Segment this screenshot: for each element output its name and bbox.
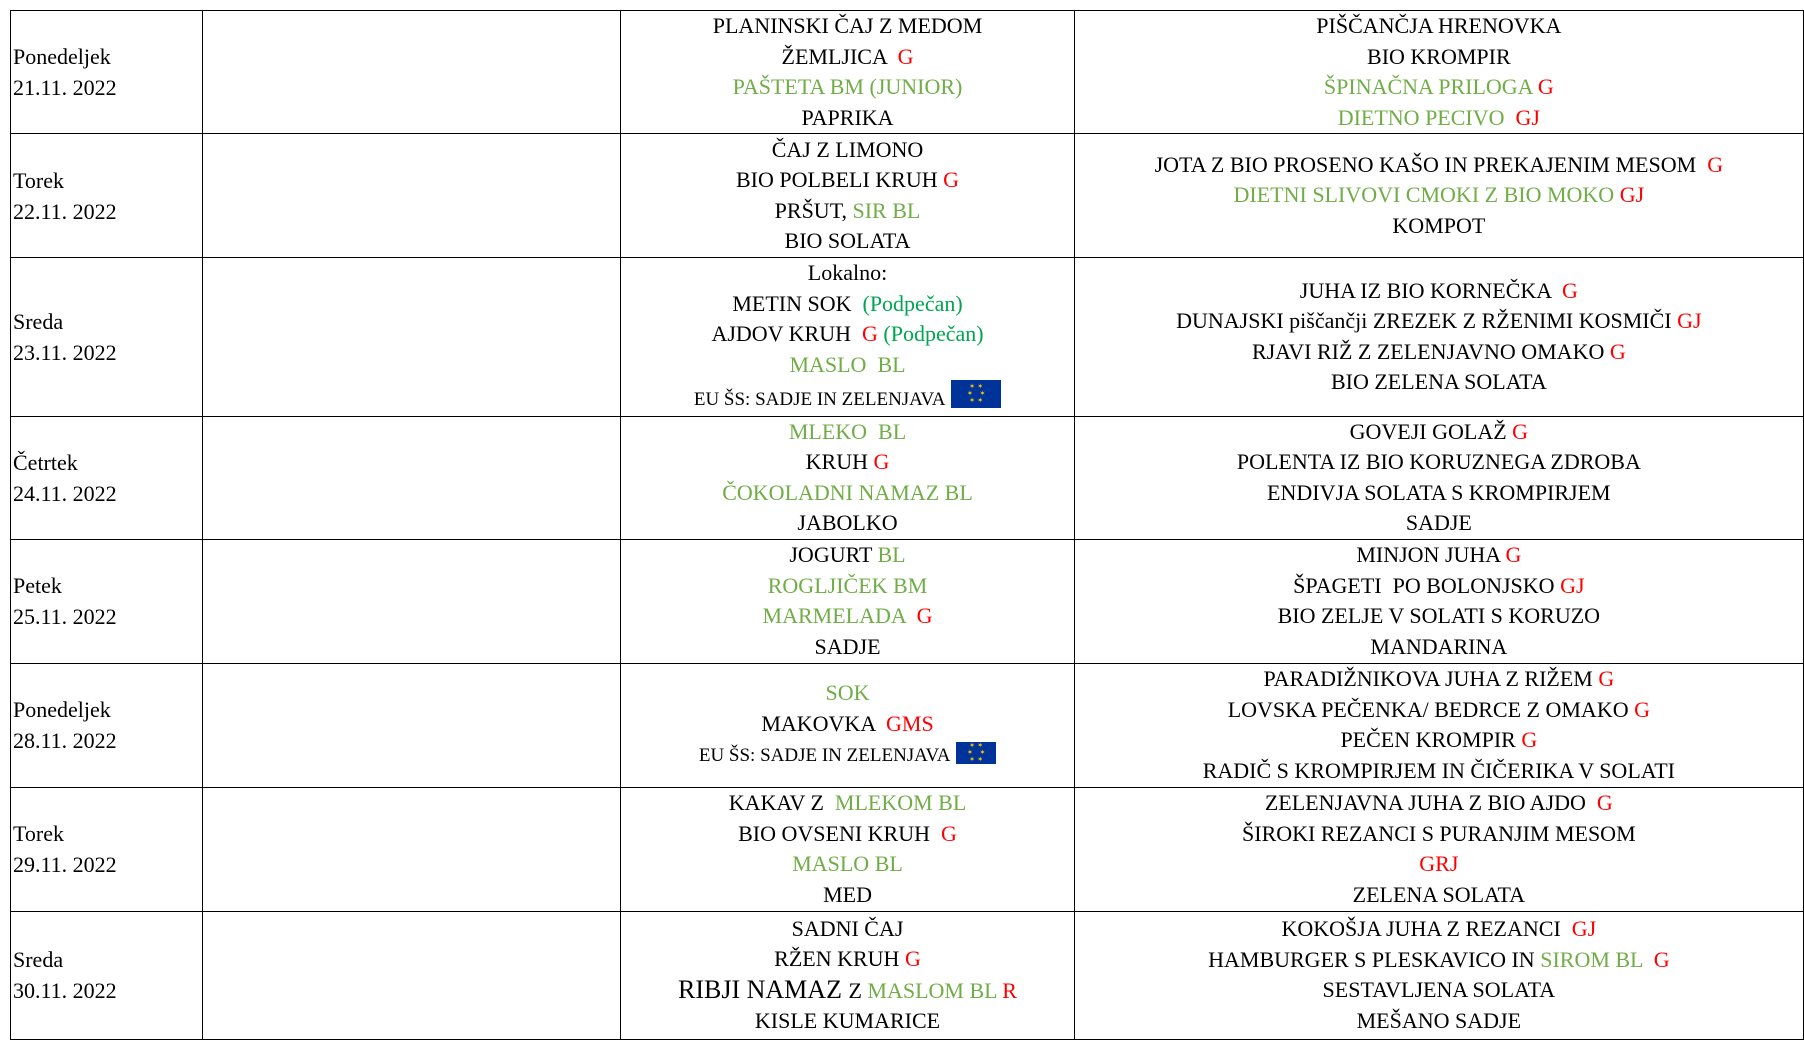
menu-text: MASLOM BL <box>867 977 1003 1003</box>
menu-line <box>621 417 1073 448</box>
menu-line <box>1075 180 1803 211</box>
menu-text: ZELENA SOLATA <box>1352 881 1526 907</box>
menu-text: BL <box>877 542 906 567</box>
day-date: 30.11. 2022 <box>13 978 117 1003</box>
menu-text: SADNI ČAJ <box>791 915 904 941</box>
menu-row <box>11 416 1804 539</box>
menu-line <box>1075 880 1803 911</box>
menu-line <box>621 258 1073 289</box>
menu-text: DUNAJSKI piščančji ZREZEK Z RŽENIMI KOSMIČI <box>1176 308 1678 334</box>
menu-text: MASLO BL <box>792 851 903 876</box>
menu-line <box>1075 72 1803 103</box>
menu-text: G <box>1653 946 1670 972</box>
menu-text: SESTAVLJENA SOLATA <box>1322 977 1556 1002</box>
menu-line <box>621 226 1073 257</box>
menu-text: HAMBURGER S PLESKAVICO IN <box>1208 946 1541 972</box>
menu-line <box>1075 756 1803 787</box>
menu-text: G <box>1634 696 1650 722</box>
menu-text: RADIČ S KROMPIRJEM IN ČIČERIKA V SOLATI <box>1202 757 1675 783</box>
snack-cell <box>621 539 1074 663</box>
menu-line <box>621 1006 1073 1037</box>
eu-flag-icon <box>951 380 1001 408</box>
menu-line <box>621 478 1073 509</box>
menu-text: G <box>943 167 960 192</box>
day-date: 21.11. 2022 <box>13 75 117 100</box>
day-cell <box>11 416 203 539</box>
day-cell <box>11 258 203 417</box>
snack-cell <box>621 11 1074 134</box>
menu-text: SIR BL <box>852 197 921 223</box>
menu-text: BIO ZELENA SOLATA <box>1330 369 1547 395</box>
lunch-cell <box>1074 539 1803 663</box>
menu-line <box>1075 788 1803 819</box>
lunch-cell <box>1074 663 1803 787</box>
menu-row <box>11 258 1804 417</box>
menu-text: GJ <box>1560 572 1585 598</box>
day-date: 22.11. 2022 <box>13 198 117 224</box>
snack-cell <box>621 663 1074 787</box>
menu-line <box>621 165 1073 196</box>
day-cell <box>11 11 203 134</box>
menu-line <box>1075 478 1803 509</box>
menu-text: ZELENJAVNA JUHA Z BIO AJDO <box>1264 790 1597 815</box>
menu-line <box>621 975 1073 1007</box>
menu-text: G <box>1521 727 1538 752</box>
menu-text: G <box>873 449 890 474</box>
menu-line <box>621 11 1073 42</box>
day-date: 25.11. 2022 <box>13 604 117 629</box>
menu-text: G <box>1505 542 1522 567</box>
menu-line <box>1075 540 1803 571</box>
menu-text: G <box>941 820 957 846</box>
menu-line <box>621 571 1073 602</box>
menu-line <box>621 350 1073 381</box>
menu-line <box>621 319 1073 350</box>
menu-line <box>621 601 1073 632</box>
menu-text: GJ <box>1571 916 1597 941</box>
menu-text: KOMPOT <box>1392 212 1486 238</box>
menu-line <box>621 103 1073 134</box>
menu-line <box>621 739 1073 772</box>
day-cell <box>11 787 203 911</box>
menu-text: GJ <box>1515 104 1540 130</box>
menu-text: ROGLJIČEK BM <box>767 572 928 598</box>
menu-line <box>1075 664 1803 695</box>
menu-table <box>10 10 1804 1040</box>
menu-line <box>621 632 1073 663</box>
menu-line <box>1075 508 1803 539</box>
menu-line <box>1075 945 1803 976</box>
menu-text: MARMELADA <box>762 603 917 628</box>
empty-cell <box>203 134 621 258</box>
menu-text: PARADIŽNIKOVA JUHA Z RIŽEM <box>1263 666 1599 691</box>
menu-line <box>1075 306 1803 337</box>
eu-stars-icon: ✶ ✶ ✶ ✶ ✶ ✶ <box>966 382 986 405</box>
menu-line <box>1075 11 1803 42</box>
snack-cell <box>621 258 1074 417</box>
day-name: Četrtek <box>13 449 78 475</box>
day-name: Petek <box>13 573 62 598</box>
menu-line <box>1075 337 1803 368</box>
menu-text: BIO ZELJE V SOLATI S KORUZO <box>1277 603 1601 628</box>
menu-line <box>621 42 1073 73</box>
menu-text: DIETNO PECIVO <box>1337 104 1516 130</box>
menu-text: G <box>1561 277 1578 303</box>
menu-text: BIO KROMPIR <box>1367 43 1511 69</box>
menu-text: PAPRIKA <box>801 104 894 130</box>
menu-line <box>1075 695 1803 726</box>
menu-text: RIBJI NAMAZ <box>678 974 849 1004</box>
day-cell <box>11 663 203 787</box>
menu-text: ŠPINAČNA PRILOGA <box>1323 74 1538 99</box>
menu-text: G <box>1596 790 1613 815</box>
empty-cell <box>203 539 621 663</box>
menu-line <box>621 788 1073 819</box>
menu-line <box>621 678 1073 709</box>
menu-text: (Podpečan) <box>877 321 984 346</box>
menu-text: SADJE <box>1405 510 1472 535</box>
menu-line <box>621 849 1073 880</box>
day-cell <box>11 134 203 258</box>
empty-cell <box>203 258 621 417</box>
menu-line <box>1075 276 1803 307</box>
menu-text: ČOKOLADNI NAMAZ BL <box>722 479 973 505</box>
snack-cell <box>621 787 1074 911</box>
menu-line <box>1075 367 1803 398</box>
menu-line <box>1075 632 1803 663</box>
menu-line <box>1075 150 1803 181</box>
menu-text: PIŠČANČJA HRENOVKA <box>1316 13 1562 38</box>
menu-line <box>621 72 1073 103</box>
menu-text: GJ <box>1619 182 1645 208</box>
menu-line <box>1075 725 1803 756</box>
menu-text: ŠIROKI REZANCI S PURANJIM MESOM <box>1242 820 1636 846</box>
day-name: Sreda <box>13 947 64 972</box>
menu-text: G <box>904 946 921 971</box>
menu-text: PAŠTETA BM (JUNIOR) <box>732 74 963 99</box>
menu-text: MASLO BL <box>789 351 906 377</box>
day-cell <box>11 911 203 1039</box>
menu-text: ČAJ Z LIMONO <box>771 136 924 162</box>
menu-line <box>1075 1006 1803 1037</box>
menu-text: MLEKO BL <box>788 418 907 444</box>
day-date: 29.11. 2022 <box>13 852 117 877</box>
snack-cell <box>621 416 1074 539</box>
lunch-cell <box>1074 416 1803 539</box>
menu-text: PRŠUT, <box>774 197 853 223</box>
menu-line <box>621 944 1073 975</box>
menu-line <box>1075 601 1803 632</box>
menu-text: G <box>897 43 914 69</box>
day-name: Torek <box>13 167 64 193</box>
menu-text: G <box>1512 418 1529 444</box>
menu-text: JUHA IZ BIO KORNEČKA <box>1299 277 1562 303</box>
menu-text: GMS <box>886 710 934 736</box>
menu-text: SOK <box>825 680 870 706</box>
menu-line <box>1075 914 1803 945</box>
menu-text: PLANINSKI ČAJ Z MEDOM <box>712 13 983 38</box>
menu-line <box>621 540 1073 571</box>
menu-text: MED <box>823 881 872 907</box>
menu-text: BIO POLBELI KRUH <box>735 167 944 192</box>
menu-line <box>1075 571 1803 602</box>
day-date: 28.11. 2022 <box>13 728 117 753</box>
menu-line <box>1075 849 1803 880</box>
menu-text: KRUH <box>805 449 874 474</box>
menu-line <box>1075 975 1803 1006</box>
menu-line <box>621 447 1073 478</box>
menu-text: Lokalno: <box>807 260 888 285</box>
eu-flag-icon <box>956 742 996 764</box>
menu-text: SIROM BL <box>1540 946 1654 972</box>
menu-text: MEŠANO SADJE <box>1356 1007 1522 1033</box>
day-date: 24.11. 2022 <box>13 480 117 506</box>
menu-text: G <box>1598 666 1615 691</box>
menu-text: JOGURT <box>789 542 878 567</box>
menu-row <box>11 663 1804 787</box>
menu-text: G <box>862 321 878 346</box>
menu-text: RŽEN KRUH <box>774 946 905 971</box>
menu-text: AJDOV KRUH <box>711 321 862 346</box>
menu-text: EU ŠS: SADJE IN ZELENJAVA <box>698 745 955 767</box>
day-name: Ponedeljek <box>13 44 111 69</box>
empty-cell <box>203 787 621 911</box>
empty-cell <box>203 416 621 539</box>
lunch-cell <box>1074 258 1803 417</box>
menu-text: METIN SOK <box>732 290 863 316</box>
menu-line <box>621 135 1073 166</box>
menu-line <box>1075 42 1803 73</box>
menu-row <box>11 134 1804 258</box>
day-name: Torek <box>13 821 64 846</box>
menu-line <box>621 508 1073 539</box>
menu-text: ŠPAGETI PO BOLONJSKO <box>1293 572 1561 598</box>
menu-text: KOKOŠJA JUHA Z REZANCI <box>1281 916 1572 941</box>
menu-line <box>621 709 1073 740</box>
lunch-cell <box>1074 911 1803 1039</box>
menu-text: JOTA Z BIO PROSENO KAŠO IN PREKAJENIM MESOM <box>1154 151 1708 177</box>
empty-cell <box>203 11 621 134</box>
day-cell <box>11 539 203 663</box>
menu-text: SADJE <box>814 633 881 659</box>
menu-line <box>621 289 1073 320</box>
menu-text: G <box>1609 338 1626 364</box>
menu-text: ENDIVJA SOLATA S KROMPIRJEM <box>1267 479 1611 505</box>
menu-text: MANDARINA <box>1370 633 1508 659</box>
menu-line <box>1075 417 1803 448</box>
menu-text: BIO SOLATA <box>784 228 911 253</box>
menu-text: MAKOVKA <box>761 710 886 736</box>
eu-stars-icon: ✶ ✶ ✶ ✶ ✶ ✶ <box>966 741 986 764</box>
day-date: 23.11. 2022 <box>13 339 117 365</box>
empty-cell <box>203 911 621 1039</box>
menu-line <box>1075 447 1803 478</box>
menu-line <box>621 880 1073 911</box>
menu-row <box>11 11 1804 134</box>
snack-cell <box>621 134 1074 258</box>
menu-text: MLEKOM BL <box>834 790 967 815</box>
menu-text: Z <box>848 977 868 1003</box>
menu-line <box>621 819 1073 850</box>
menu-text: DIETNI SLIVOVI CMOKI Z BIO MOKO <box>1233 182 1620 208</box>
menu-text: KAKAV Z <box>728 790 835 815</box>
lunch-cell <box>1074 134 1803 258</box>
menu-text: G <box>1707 151 1724 177</box>
menu-text: GJ <box>1677 308 1702 334</box>
menu-line <box>621 914 1073 945</box>
day-name: Ponedeljek <box>13 697 111 722</box>
menu-row <box>11 539 1804 663</box>
menu-line <box>621 380 1073 416</box>
menu-text: BIO OVSENI KRUH <box>738 820 941 846</box>
menu-text: (Podpečan) <box>862 290 963 316</box>
menu-text: G <box>1537 74 1554 99</box>
menu-text: EU ŠS: SADJE IN ZELENJAVA <box>693 389 950 410</box>
menu-line <box>1075 819 1803 850</box>
menu-text: MINJON JUHA <box>1356 542 1506 567</box>
menu-text: JABOLKO <box>797 510 898 535</box>
lunch-cell <box>1074 11 1803 134</box>
menu-text: ŽEMLJICA <box>781 43 898 69</box>
menu-text: KISLE KUMARICE <box>754 1008 941 1033</box>
menu-text: GRJ <box>1419 851 1459 876</box>
day-name: Sreda <box>13 308 64 334</box>
menu-text: RJAVI RIŽ Z ZELENJAVNO OMAKO <box>1251 338 1610 364</box>
lunch-cell <box>1074 787 1803 911</box>
menu-row <box>11 787 1804 911</box>
menu-line <box>1075 103 1803 134</box>
menu-row <box>11 911 1804 1039</box>
menu-line <box>1075 211 1803 242</box>
menu-text: GOVEJI GOLAŽ <box>1349 418 1513 444</box>
menu-text: PEČEN KROMPIR <box>1340 727 1522 752</box>
menu-line <box>621 196 1073 227</box>
menu-text: LOVSKA PEČENKA/ BEDRCE Z OMAKO <box>1227 696 1635 722</box>
snack-cell <box>621 911 1074 1039</box>
menu-text: G <box>916 603 933 628</box>
menu-text: R <box>1002 977 1017 1003</box>
empty-cell <box>203 663 621 787</box>
menu-text: POLENTA IZ BIO KORUZNEGA ZDROBA <box>1236 449 1641 474</box>
